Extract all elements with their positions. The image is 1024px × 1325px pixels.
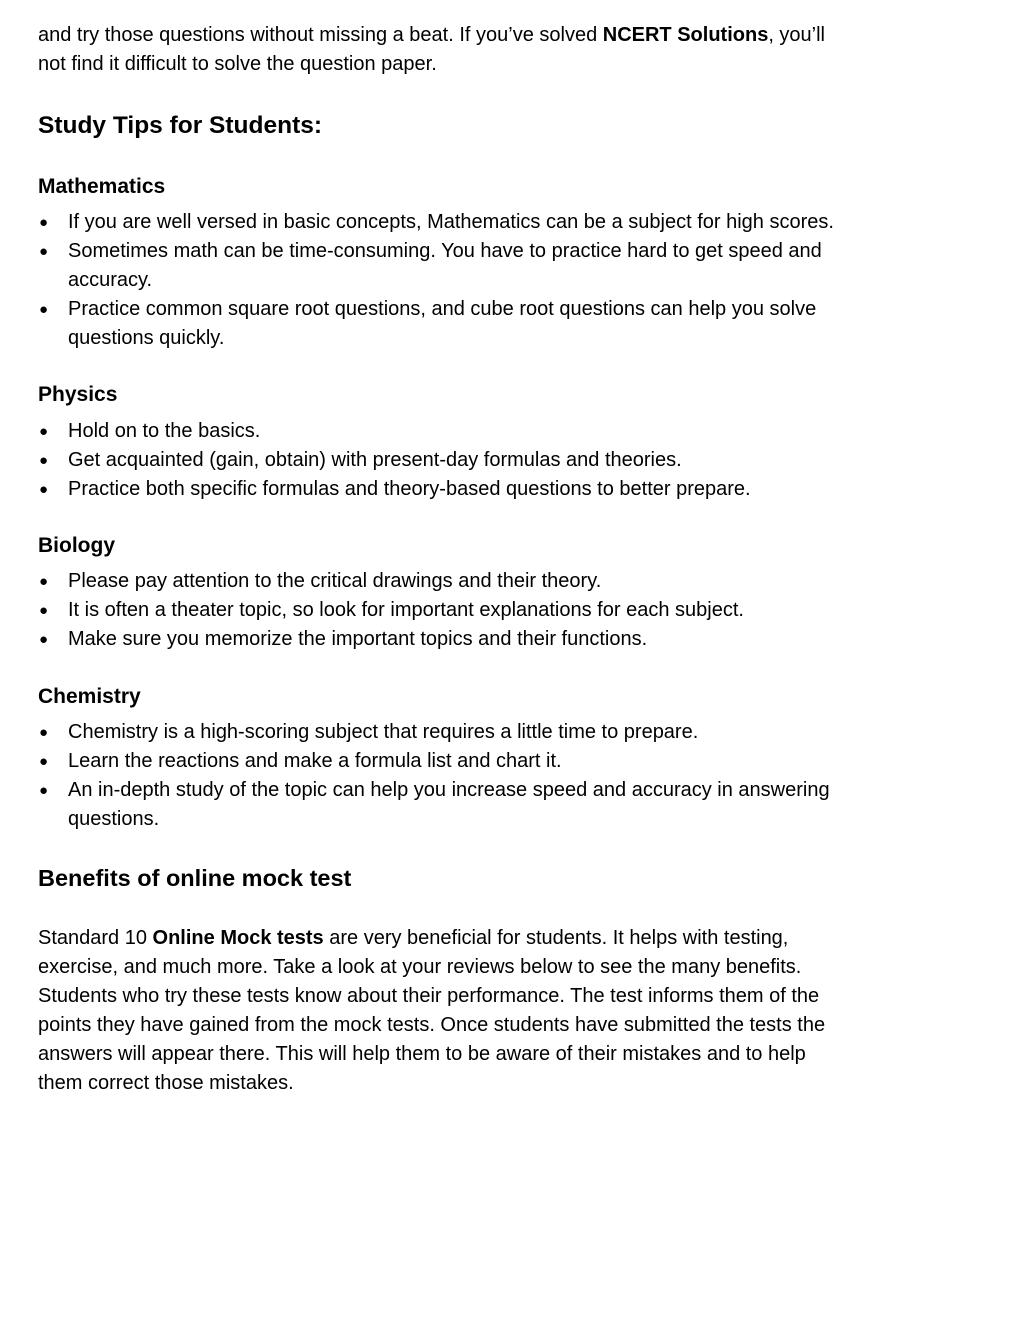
bullet-icon: ● xyxy=(39,452,49,469)
list-item xyxy=(38,625,744,654)
bullet-icon: ● xyxy=(39,782,49,799)
benefits-paragraph-line: exercise, and much more. Take a look at your reviews below to see the many benefits. xyxy=(38,956,802,978)
intro-text: , you’ll xyxy=(768,24,826,46)
bullet-icon: ● xyxy=(39,602,49,619)
bullet-icon: ● xyxy=(39,724,49,741)
list-item xyxy=(38,237,834,295)
benefits-text: are very beneficial for students. It helps with testing, xyxy=(323,927,789,949)
list-item-text: Hold on to the basics. xyxy=(68,420,261,442)
list-item-text: If you are well versed in basic concepts, Mathematics can be a subject for high scores. xyxy=(68,211,834,233)
benefits-paragraph-line: Students who try these tests know about their performance. The test informs them of the xyxy=(38,985,820,1007)
list-item-text: Make sure you memorize the important topics and their functions. xyxy=(68,628,648,650)
bullet-icon: ● xyxy=(39,753,49,770)
physics-heading: Physics xyxy=(38,383,118,406)
list-item xyxy=(38,417,751,446)
mathematics-list xyxy=(38,208,834,353)
list-item-text: An in-depth study of the topic can help you increase speed and accuracy in answering xyxy=(68,779,830,801)
bullet-icon: ● xyxy=(39,481,49,498)
list-item-text: It is often a theater topic, so look for important explanations for each subject. xyxy=(68,599,744,621)
list-item xyxy=(38,596,744,625)
benefits-paragraph-line-1 xyxy=(38,924,788,953)
bullet-icon: ● xyxy=(39,631,49,648)
chemistry-heading: Chemistry xyxy=(38,685,141,708)
chemistry-list xyxy=(38,718,830,834)
biology-heading: Biology xyxy=(38,534,115,557)
bullet-icon: ● xyxy=(39,301,49,318)
study-tips-heading: Study Tips for Students: xyxy=(38,112,323,139)
list-item-text: Sometimes math can be time-consuming. You have to practice hard to get speed and xyxy=(68,240,822,262)
intro-paragraph-line-2: not find it difficult to solve the question paper. xyxy=(38,53,437,75)
list-item xyxy=(38,208,834,237)
physics-list xyxy=(38,417,751,504)
list-item xyxy=(38,776,830,834)
online-mock-tests-bold: Online Mock tests xyxy=(152,927,324,949)
list-item xyxy=(38,475,751,504)
bullet-icon: ● xyxy=(39,243,49,260)
benefits-paragraph-line: answers will appear there. This will help them to be aware of their mistakes and to help xyxy=(38,1043,806,1065)
intro-paragraph-line-1 xyxy=(38,21,825,50)
list-item-text: questions. xyxy=(68,808,160,830)
benefits-heading: Benefits of online mock test xyxy=(38,865,352,891)
benefits-paragraph-line: them correct those mistakes. xyxy=(38,1072,294,1094)
list-item-text: Chemistry is a high-scoring subject that requires a little time to prepare. xyxy=(68,721,699,743)
bullet-icon: ● xyxy=(39,423,49,440)
list-item xyxy=(38,567,744,596)
list-item-text: accuracy. xyxy=(68,269,153,291)
list-item-text: Practice common square root questions, and cube root questions can help you solve xyxy=(68,298,817,320)
benefits-paragraph-line: points they have gained from the mock tests. Once students have submitted the tests the xyxy=(38,1014,826,1036)
list-item xyxy=(38,295,834,353)
biology-list xyxy=(38,567,744,654)
list-item-text: Practice both specific formulas and theory-based questions to better prepare. xyxy=(68,478,751,500)
ncert-solutions-bold: NCERT Solutions xyxy=(602,24,769,46)
list-item xyxy=(38,446,751,475)
list-item-text: Please pay attention to the critical drawings and their theory. xyxy=(68,570,602,592)
bullet-icon: ● xyxy=(39,573,49,590)
benefits-text: Standard 10 xyxy=(38,927,153,949)
list-item xyxy=(38,747,830,776)
mathematics-heading: Mathematics xyxy=(38,175,166,198)
bullet-icon: ● xyxy=(39,214,49,231)
list-item xyxy=(38,718,830,747)
list-item-text: Learn the reactions and make a formula list and chart it. xyxy=(68,750,562,772)
list-item-text: questions quickly. xyxy=(68,327,225,349)
intro-text: and try those questions without missing a beat. If you’ve solved xyxy=(38,24,603,46)
list-item-text: Get acquainted (gain, obtain) with present-day formulas and theories. xyxy=(68,449,682,471)
